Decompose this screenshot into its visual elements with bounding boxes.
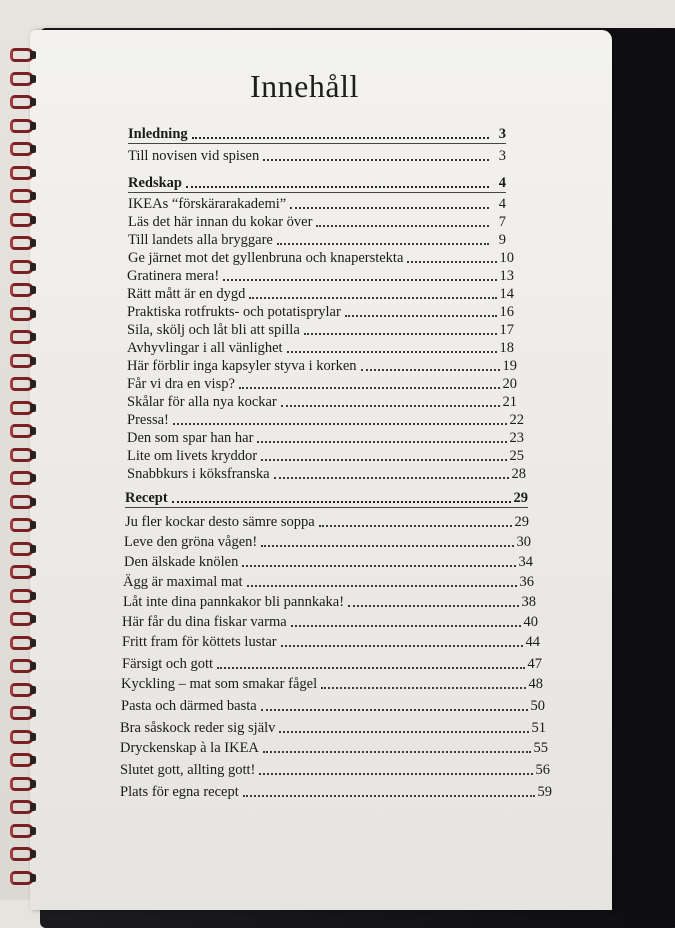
entry-label: Här förblir inga kapsyler styva i korken [127, 358, 357, 374]
entry-label: Gratinera mera! [127, 268, 220, 284]
entry-label: Slutet gott, allting gott! [120, 762, 256, 778]
dot-leader [217, 667, 524, 669]
entry-label: Dryckenskap à la IKEA [120, 740, 259, 756]
entry-label: Skålar för alla nya kockar [127, 394, 277, 410]
entry-page-number: 7 [498, 214, 506, 230]
entry-label: Pressa! [127, 412, 169, 428]
entry-page-number: 59 [537, 784, 552, 800]
entry-page-number: 13 [499, 268, 514, 284]
dot-leader [242, 565, 515, 567]
entry-page-number: 50 [530, 698, 545, 714]
toc-entry [120, 762, 550, 778]
entry-page-number: 20 [502, 376, 517, 392]
entry-page-number: 30 [516, 534, 531, 550]
entry-label: Plats för egna recept [120, 784, 239, 800]
dot-leader [263, 159, 489, 161]
toc-entry [128, 214, 506, 230]
dot-leader [290, 207, 489, 209]
entry-page-number: 28 [511, 466, 526, 482]
entry-label: Den som spar han har [127, 430, 254, 446]
toc-entry [124, 534, 531, 550]
toc-entry [122, 614, 538, 630]
toc-entry [127, 466, 526, 482]
dot-leader [261, 459, 506, 461]
section-page-number: 29 [513, 490, 528, 506]
toc-entry [128, 232, 506, 248]
entry-label: Fritt fram för köttets lustar [122, 634, 277, 650]
entry-label: Praktiska rotfrukts- och potatisprylar [127, 304, 341, 320]
entry-page-number: 51 [531, 720, 546, 736]
dot-leader [291, 625, 521, 627]
dot-leader [279, 731, 528, 733]
dot-leader [361, 369, 500, 371]
entry-page-number: 16 [499, 304, 514, 320]
entry-page-number: 14 [499, 286, 514, 302]
entry-label: Leve den gröna vågen! [124, 534, 258, 550]
section-rule [128, 192, 506, 193]
section-rule [128, 143, 506, 144]
dot-leader [223, 279, 496, 281]
entry-page-number: 36 [519, 574, 534, 590]
dot-leader [321, 687, 525, 689]
toc-section-redskap [128, 175, 506, 191]
section-title: Redskap [128, 175, 182, 191]
dot-leader [192, 137, 489, 139]
section-page-number: 4 [498, 175, 506, 191]
dot-leader [277, 243, 489, 245]
toc-entry [123, 594, 536, 610]
section-title: Inledning [128, 126, 188, 142]
toc-entry [127, 376, 517, 392]
toc-entry [120, 740, 548, 756]
toc-entry [121, 676, 543, 692]
entry-page-number: 55 [533, 740, 548, 756]
toc-entry [123, 574, 534, 590]
section-page-number: 3 [498, 126, 506, 142]
toc-entry [127, 322, 514, 338]
entry-label: Ge järnet mot det gyllenbruna och knaperstekta [128, 250, 404, 266]
entry-page-number: 23 [509, 430, 524, 446]
entry-page-number: 19 [502, 358, 517, 374]
entry-page-number: 3 [498, 148, 506, 164]
dot-leader [304, 333, 497, 335]
entry-label: Färsigt och gott [122, 656, 214, 672]
entry-page-number: 9 [498, 232, 506, 248]
dot-leader [247, 585, 517, 587]
entry-label: IKEAs “förskärarakademi” [128, 196, 287, 212]
entry-label: Pasta och därmed basta [121, 698, 257, 714]
toc-entry [121, 698, 545, 714]
dot-leader [239, 387, 500, 389]
toc-entry [124, 554, 533, 570]
entry-label: Bra såskock reder sig själv [120, 720, 276, 736]
entry-label: Lite om livets kryddor [127, 448, 258, 464]
entry-label: Kyckling – mat som smakar fågel [121, 676, 318, 692]
entry-page-number: 10 [499, 250, 514, 266]
dot-leader [172, 501, 511, 503]
dot-leader [257, 441, 506, 443]
toc-section-recept [125, 490, 528, 506]
page-title: Innehåll [250, 68, 359, 104]
entry-label: Läs det här innan du kokar över [128, 214, 313, 230]
entry-label: Avhyvlingar i all vänlighet [127, 340, 283, 356]
toc-entry [127, 412, 524, 428]
entry-label: Ju fler kockar desto sämre soppa [125, 514, 315, 530]
entry-page-number: 21 [502, 394, 517, 410]
toc-entry [127, 394, 517, 410]
entry-page-number: 25 [509, 448, 524, 464]
dot-leader [186, 186, 489, 188]
entry-page-number: 29 [514, 514, 529, 530]
entry-page-number: 34 [518, 554, 533, 570]
toc-entry [125, 514, 529, 530]
dot-leader [263, 751, 531, 753]
toc-entry [127, 286, 514, 302]
dot-leader [259, 773, 532, 775]
dot-leader [249, 297, 496, 299]
toc-entry [120, 720, 546, 736]
entry-page-number: 18 [499, 340, 514, 356]
toc-entry [127, 268, 514, 284]
dot-leader [316, 225, 489, 227]
dot-leader [287, 351, 497, 353]
entry-page-number: 56 [535, 762, 550, 778]
entry-page-number: 48 [528, 676, 543, 692]
entry-label: Till landets alla bryggare [128, 232, 273, 248]
toc-entry [127, 448, 524, 464]
entry-label: Låt inte dina pannkakor bli pannkaka! [123, 594, 345, 610]
dot-leader [261, 709, 528, 711]
entry-page-number: 47 [527, 656, 542, 672]
toc-entry [122, 634, 540, 650]
dot-leader [348, 605, 518, 607]
toc-entry [128, 196, 506, 212]
dot-leader [345, 315, 497, 317]
dot-leader [281, 405, 500, 407]
toc-entry [120, 784, 552, 800]
entry-label: Den älskade knölen [124, 554, 239, 570]
dot-leader [261, 545, 513, 547]
entry-label: Här får du dina fiskar varma [122, 614, 287, 630]
entry-page-number: 40 [523, 614, 538, 630]
section-title: Recept [125, 490, 168, 506]
toc-section-inledning [128, 126, 506, 142]
dot-leader [319, 525, 512, 527]
toc-entry [127, 340, 514, 356]
toc-entry [128, 250, 514, 266]
entry-label: Snabbkurs i köksfranska [127, 466, 270, 482]
entry-page-number: 38 [521, 594, 536, 610]
dot-leader [274, 477, 509, 479]
dot-leader [281, 645, 523, 647]
entry-label: Ägg är maximal mat [123, 574, 243, 590]
entry-page-number: 4 [498, 196, 506, 212]
entry-label: Sila, skölj och låt bli att spilla [127, 322, 300, 338]
toc-entry [127, 358, 517, 374]
entry-label: Till novisen vid spisen [128, 148, 260, 164]
entry-label: Rätt mått är en dygd [127, 286, 246, 302]
toc-entry [122, 656, 542, 672]
entry-label: Får vi dra en visp? [127, 376, 235, 392]
dot-leader [243, 795, 535, 797]
toc-entry [128, 148, 506, 164]
dot-leader [173, 423, 507, 425]
toc-entry [127, 304, 514, 320]
dot-leader [407, 261, 496, 263]
toc-entry [127, 430, 524, 446]
entry-page-number: 22 [509, 412, 524, 428]
section-rule [125, 507, 528, 508]
entry-page-number: 17 [499, 322, 514, 338]
entry-page-number: 44 [525, 634, 540, 650]
